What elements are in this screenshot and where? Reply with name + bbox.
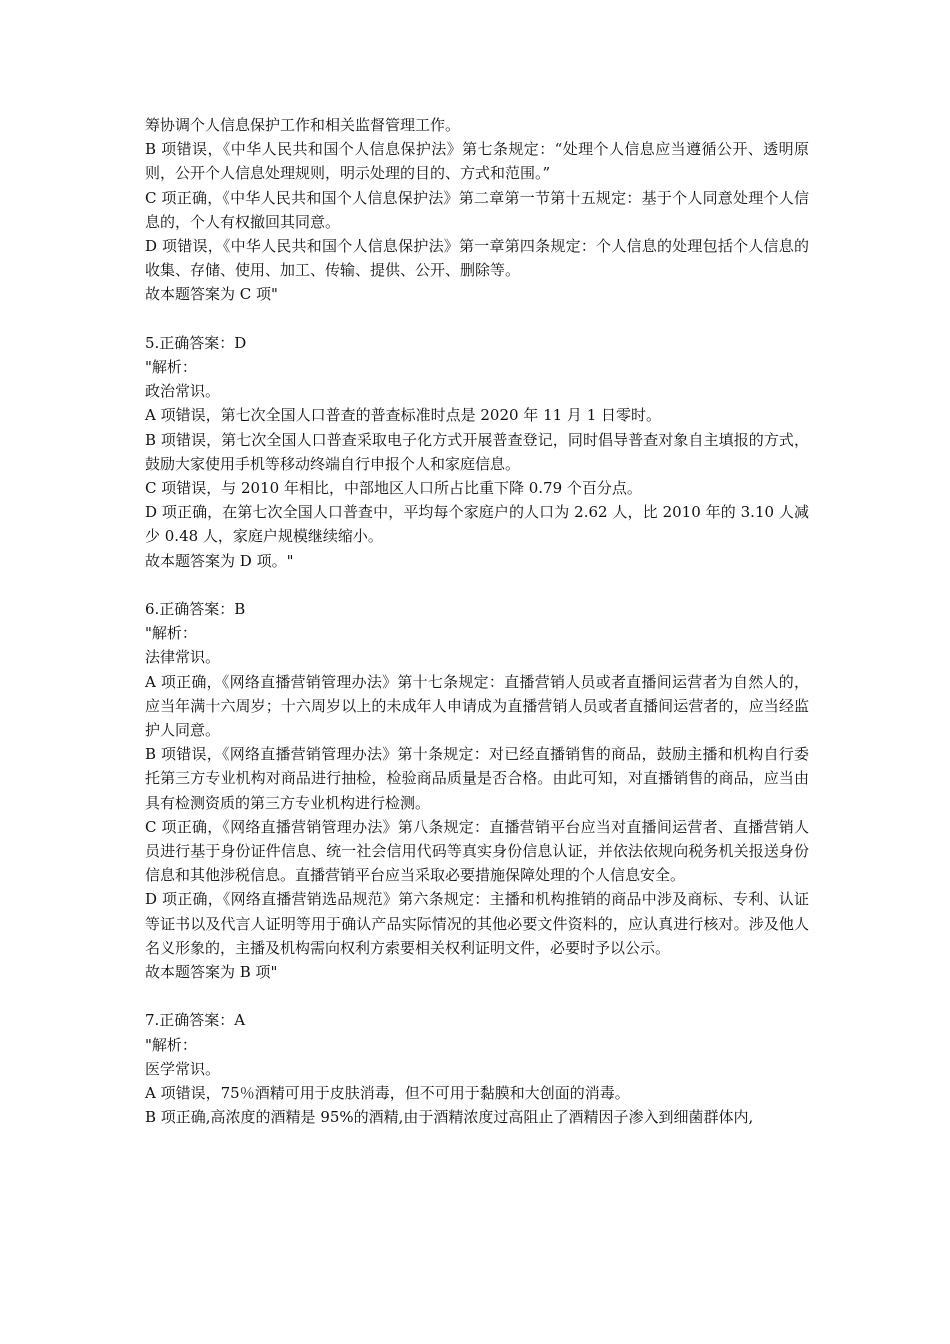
answer-4-continuation [145, 113, 809, 307]
answer-heading: 6.正确答案：B [145, 600, 246, 619]
paragraph: C 项正确，《网络直播营销管理办法》第八条规定：直播营销平台应当对直播间运营者、直播营销人员进行基于身份证件信息、统一社会信用代码等真实身份信息认证，并依法依规向税务机关报送身份信息和其他涉税信息。直播营销平台应当采取必要措施保障处理的个人信息安全。 [145, 817, 809, 885]
paragraph: D 项正确，在第七次全国人口普查中，平均每个家庭户的人口为 2.62 人，比 2010 年的 3.10 人减少 0.48 人，家庭户规模继续缩小。 [145, 503, 809, 546]
analysis-label: "解析： [145, 1035, 197, 1054]
paragraph: A 项错误，75％酒精可用于皮肤消毒，但不可用于黏膜和大创面的消毒。 [145, 1084, 630, 1103]
analysis-label: "解析： [145, 624, 197, 643]
topic-label: 医学常识。 [145, 1059, 221, 1078]
topic-label: 法律常识。 [145, 648, 221, 667]
paragraph: 故本题答案为 B 项" [145, 963, 278, 982]
paragraph: 故本题答案为 D 项。" [145, 551, 294, 570]
answer-7 [145, 1008, 809, 1129]
analysis-label: "解析： [145, 358, 197, 377]
document-page [145, 113, 809, 1129]
paragraph: B 项错误，《网络直播营销管理办法》第十条规定：对已经直播销售的商品，鼓励主播和机构自行委托第三方专业机构对商品进行抽检，检验商品质量是否合格。由此可知，对直播销售的商品，应当由具有检测资质的第三方专业机构进行检测。 [145, 745, 809, 812]
paragraph: B 项错误，第七次全国人口普查采取电子化方式开展普查登记，同时倡导普查对象自主填报的方式，鼓励大家使用手机等移动终端自行申报个人和家庭信息。 [145, 430, 809, 473]
paragraph: A 项正确，《网络直播营销管理办法》第十七条规定：直播营销人员或者直播间运营者为自然人的，应当年满十六周岁；十六周岁以上的未成年人申请成为直播营销人员或者直播间运营者的，应当经监护人同意。 [145, 672, 809, 740]
answer-5 [145, 331, 809, 573]
blank-line [145, 984, 809, 1008]
paragraph: A 项错误，第七次全国人口普查的普查标准时点是 2020 年 11 月 1 日零时。 [145, 406, 662, 425]
paragraph: D 项正确，《网络直播营销选品规范》第六条规定：主播和机构推销的商品中涉及商标、专利、认证等证书以及代言人证明等用于确认产品实际情况的其他必要文件资料的，应认真进行核对。涉及他人名义形象的，主播及机构需向权利方索要相关权利证明文件，必要时予以公示。 [145, 890, 809, 957]
blank-line [145, 573, 809, 597]
paragraph: 筹协调个人信息保护工作和相关监督管理工作。 [145, 116, 461, 134]
topic-label: 政治常识。 [145, 382, 221, 401]
paragraph: B 项正确,高浓度的酒精是 95%的酒精,由于酒精浓度过高阻止了酒精因子渗入到细菌群体内, [145, 1108, 754, 1127]
paragraph: B 项错误，《中华人民共和国个人信息保护法》第七条规定：“处理个人信息应当遵循公开、透明原则，公开个人信息处理规则，明示处理的目的、方式和范围。” [145, 140, 809, 183]
answer-6 [145, 597, 809, 984]
blank-line [145, 307, 809, 331]
paragraph: C 项正确，《中华人民共和国个人信息保护法》第二章第一节第十五规定：基于个人同意处理个人信息的，个人有权撤回其同意。 [145, 188, 809, 231]
answer-heading: 5.正确答案：D [145, 333, 247, 352]
paragraph: C 项错误，与 2010 年相比，中部地区人口所占比重下降 0.79 个百分点。 [145, 479, 642, 498]
answer-heading: 7.正确答案：A [145, 1011, 246, 1030]
paragraph: 故本题答案为 C 项" [145, 285, 278, 304]
paragraph: D 项错误，《中华人民共和国个人信息保护法》第一章第四条规定：个人信息的处理包括个人信息的收集、存储、使用、加工、传输、提供、公开、删除等。 [145, 237, 809, 280]
